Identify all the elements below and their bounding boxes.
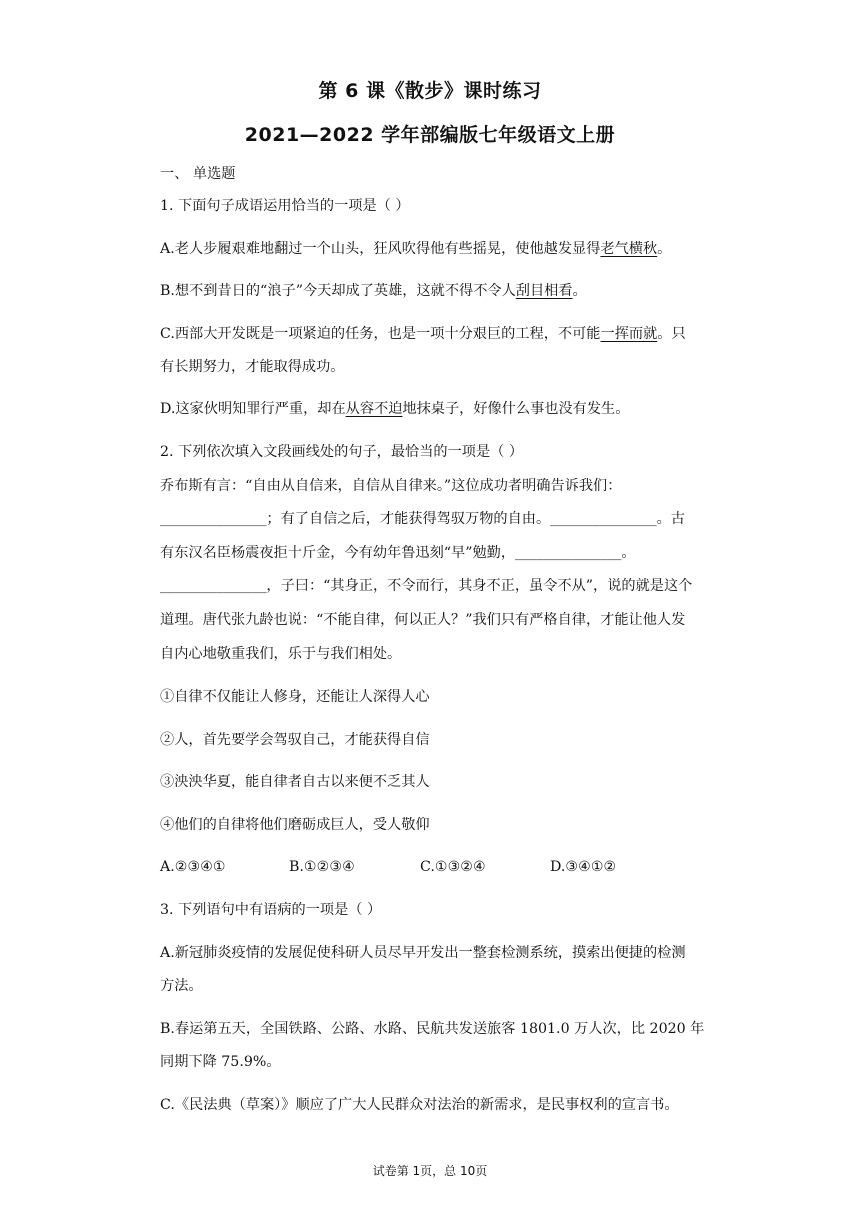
question-3-option-a-continued: 方法。 bbox=[160, 978, 203, 994]
option-text: 。 bbox=[572, 283, 587, 299]
underlined-idiom: 一挥而就 bbox=[600, 326, 658, 342]
page-title: 第 6 课《散步》课时练习 bbox=[318, 80, 542, 102]
question-2-sentence-2: ②人，首先要学会驾驭自己，才能获得自信 bbox=[160, 732, 430, 748]
option-b: B.①②③④ bbox=[289, 859, 355, 875]
section-heading: 一、 单选题 bbox=[160, 166, 236, 182]
question-3-option-a: A.新冠肺炎疫情的发展促使科研人员尽早开发出一整套检测系统，摸索出便捷的检测 bbox=[160, 945, 686, 961]
question-2-sentence-4: ④他们的自律将他们磨砺成巨人，受人敬仰 bbox=[160, 817, 430, 833]
question-2-passage-line: _______________；有了自信之后，才能获得驾驭万物的自由。_______________。古 bbox=[160, 511, 685, 527]
question-2-stem: 2. 下列依次填入文段画线处的句子，最恰当的一项是（ ） bbox=[160, 444, 524, 460]
underlined-idiom: 刮目相看 bbox=[515, 283, 573, 299]
question-1-option-c-continued: 有长期努力，才能取得成功。 bbox=[160, 359, 345, 375]
question-3-option-c: C.《民法典（草案）》顺应了广大人民群众对法治的新需求，是民事权利的宣言书。 bbox=[160, 1097, 679, 1113]
question-2-passage-line: 道理。唐代张九龄也说：“不能自律，何以正人？”我们只有严格自律，才能让他人发 bbox=[160, 612, 686, 628]
question-3-stem: 3. 下列语句中有语病的一项是（ ） bbox=[160, 902, 382, 918]
question-1-option-d bbox=[160, 399, 740, 419]
page-subtitle: 2021—2022 学年部编版七年级语文上册 bbox=[244, 124, 616, 146]
option-text: 。只 bbox=[657, 326, 686, 342]
option-a: A.②③④① bbox=[160, 859, 226, 875]
question-1-stem: 1. 下面句子成语运用恰当的一项是（ ） bbox=[160, 198, 410, 214]
question-2-passage-line: _______________，子曰：“其身正，不令而行，其身不正，虽令不从”，说的就是这个 bbox=[160, 578, 693, 594]
question-3-option-b-continued: 同期下降 75.9%。 bbox=[160, 1054, 281, 1070]
question-1-option-a bbox=[160, 239, 740, 259]
option-c: C.①③②④ bbox=[420, 859, 486, 875]
question-2-passage-line: 自内心地敬重我们，乐于与我们相处。 bbox=[160, 646, 402, 662]
option-text: C.西部大开发既是一项紧迫的任务，也是一项十分艰巨的工程，不可能 bbox=[160, 326, 601, 342]
page-footer: 试卷第 1页，总 10页 bbox=[372, 1164, 488, 1178]
question-1-option-b bbox=[160, 281, 740, 301]
question-3-option-b: B.春运第五天，全国铁路、公路、水路、民航共发送旅客 1801.0 万人次，比 2020 年 bbox=[160, 1021, 705, 1037]
option-text: A.老人步履艰难地翻过一个山头，狂风吹得他有些摇晃，使他越发显得 bbox=[160, 241, 601, 257]
option-text: 地抹桌子，好像什么事也没有发生。 bbox=[402, 401, 630, 417]
question-2-passage-line: 有东汉名臣杨震夜拒十斤金，今有幼年鲁迅刻“早”勉勤，_______________。 bbox=[160, 545, 636, 561]
option-text: 。 bbox=[657, 241, 672, 257]
question-1-option-c bbox=[160, 324, 740, 344]
question-2-options bbox=[160, 857, 740, 877]
underlined-idiom: 从容不迫 bbox=[345, 401, 403, 417]
question-2-sentence-3: ③泱泱华夏，能自律者自古以来便不乏其人 bbox=[160, 774, 430, 790]
underlined-idiom: 老气横秋 bbox=[600, 241, 658, 257]
question-2-sentence-1: ①自律不仅能让人修身，还能让人深得人心 bbox=[160, 689, 430, 705]
question-2-passage-line: 乔布斯有言：“自由从自信来，自信从自律来。”这位成功者明确告诉我们： bbox=[160, 478, 622, 494]
option-text: B.想不到昔日的“浪子”今天却成了英雄，这就不得不令人 bbox=[160, 283, 516, 299]
option-text: D.这家伙明知罪行严重，却在 bbox=[160, 401, 346, 417]
option-d: D.③④①② bbox=[550, 859, 617, 875]
